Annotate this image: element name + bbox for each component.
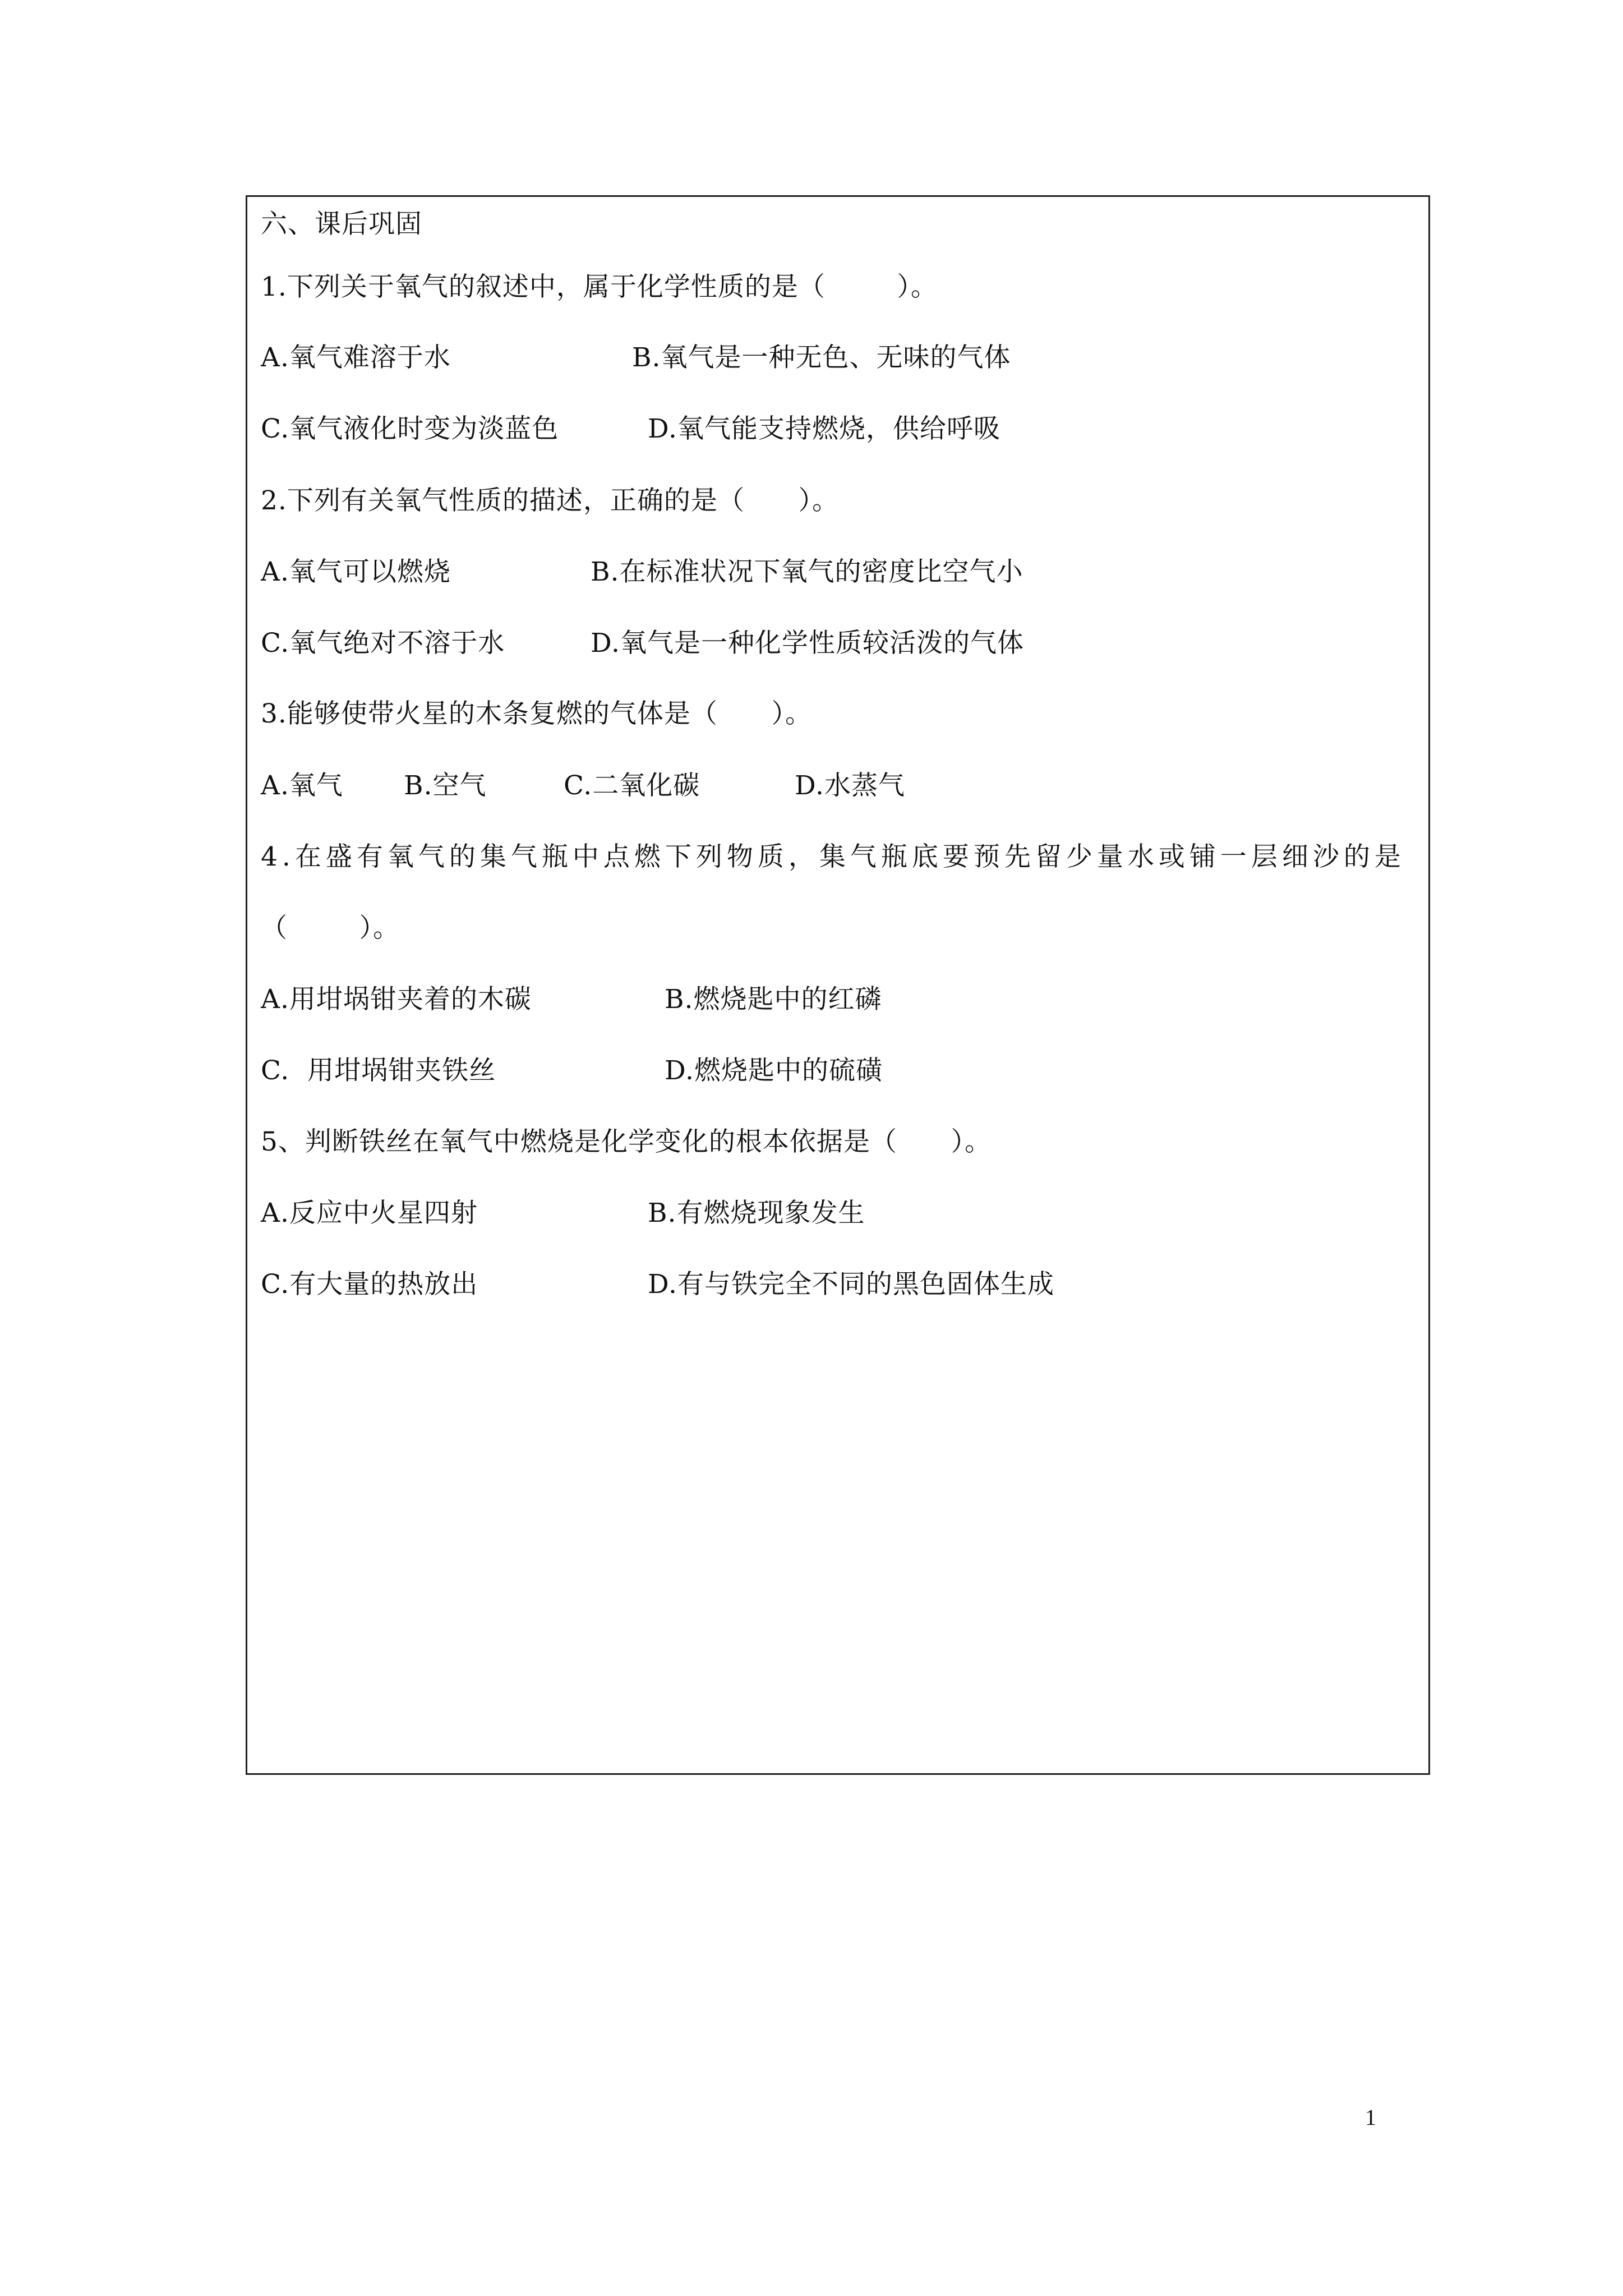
- question-5-option-a: A.反应中火星四射: [261, 1198, 478, 1228]
- question-3-option-b: B.空气: [404, 770, 487, 801]
- question-4-option-c: C. 用坩埚钳夹铁丝: [261, 1055, 496, 1086]
- question-1-option-b: B.氧气是一种无色、无味的气体: [632, 342, 1011, 373]
- question-4-stem-continued: （ ）。: [261, 913, 400, 944]
- question-3-stem: 3.能够使带火星的木条复燃的气体是（ ）。: [261, 698, 812, 729]
- question-5-option-c: C.有大量的热放出: [261, 1269, 478, 1300]
- question-1-option-c: C.氧气液化时变为淡蓝色: [261, 413, 559, 444]
- question-4-option-d: D.燃烧匙中的硫磺: [665, 1055, 883, 1086]
- section-title: 六、课后巩固: [261, 209, 422, 240]
- question-5-option-b: B.有燃烧现象发生: [648, 1198, 865, 1228]
- question-1-stem: 1.下列关于氧气的叙述中，属于化学性质的是（ ）。: [261, 272, 938, 302]
- question-3-option-a: A.氧气: [261, 770, 343, 801]
- page-number: 1: [1365, 2105, 1376, 2130]
- question-5-stem: 5、判断铁丝在氧气中燃烧是化学变化的根本依据是（ ）。: [261, 1126, 992, 1157]
- question-3-option-d: D.水蒸气: [795, 770, 905, 801]
- question-5-option-d: D.有与铁完全不同的黑色固体生成: [648, 1269, 1054, 1300]
- question-2-option-b: B.在标准状况下氧气的密度比空气小: [591, 556, 1023, 587]
- question-3-option-c: C.二氧化碳: [564, 770, 700, 801]
- question-1-option-d: D.氧气能支持燃烧，供给呼吸: [648, 413, 1000, 444]
- question-2-option-c: C.氧气绝对不溶于水: [261, 628, 505, 659]
- question-4-stem: 4.在盛有氧气的集气瓶中点燃下列物质，集气瓶底要预先留少量水或铺一层细沙的是: [261, 841, 1405, 872]
- question-2-stem: 2.下列有关氧气性质的描述，正确的是（ ）。: [261, 485, 839, 516]
- question-4-option-a: A.用坩埚钳夹着的木碳: [261, 984, 532, 1015]
- question-4-option-b: B.燃烧匙中的红磷: [665, 984, 882, 1015]
- question-2-option-d: D.氧气是一种化学性质较活泼的气体: [591, 628, 1024, 659]
- question-2-option-a: A.氧气可以燃烧: [261, 556, 451, 587]
- question-1-option-a: A.氧气难溶于水: [261, 342, 451, 373]
